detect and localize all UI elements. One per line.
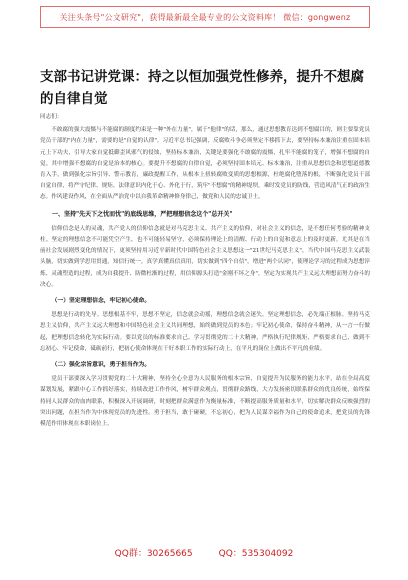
section-paragraph-1: 信仰信念是人的灵魂，共产党人的信仰信念就是对马克思主义、共产主义的信仰，对社会主义的信念，是不想任何考验的精神支柱。坚定的理想信念不可能凭空产生，也不可能轻易坚守，必须保持理论上的清醒、行动上的自觉和意志上的及时更新。尤其是在当前社会发展剧烈变化的情况下，更须坚持用习近平新时代中国特色社会主义思想这一"21世纪马克思主义"，当代中国马克思主义武装头脑，切实做到学思用贯通，知信行统一，真学真懂真信真用，切实做到"四个自信"，增进"两个认同"，使理论学习的过程成为思想淬炼、灵魂塑造的过程，成为自我提升、防微杜渐的过程，用信仰源头打造"金刚不坏之身"，坚定为实现共产主义远大理想而努力奋斗的决心。 [40,225,370,288]
subsection-paragraph-2: 党员干部要深入学习贯彻党的二十大精神，坚持全心全意为人民服务的根本宗旨，自觉提升为民服务的能力水平，站在全局高度谋划发展，紧跟中心工作抓好落实，持续改进工作作风，树牢群众观点，贯彻群众路线，大力发扬密切联系群众的优良传统，始终保持同人民群众的血肉联系，积极深入开展调研，时刻把群众满意作为衡量标准，不断提高服务质量和水平，切实解决群众反映强烈的突出问题，在担当作为中体现党员的先进性。勇于担当，敢于碰硬，不忘初心，把为人民谋幸福作为自己的使命追求，把党员的先锋模范作用体现在本职岗位上。 [40,376,370,428]
document-body [40,112,370,430]
promo-banner: 关注头条号"公文研究"，获得最新最全最专业的公文资料库！ 微信：gongwenz [40,6,370,28]
footer-contact [0,546,408,562]
qq-group-label: QQ群：30265665 [114,549,193,559]
subsection-heading-1: （一）坚定理想信念，牢记初心使命。 [51,298,151,305]
greeting: 同志们： [40,114,63,120]
intro-paragraph: 不敢腐的强大震慑与不能腐的制度约束是一种"外在力量"，属于"他律"的话，那么，通过思想教育达到不想腐目的，则主要靠党员党员干部的"内在力量"，需要的是"自觉的认律"。习近平总书记强调，反腐败斗争必须坚定不移抓下去，要坚持标本兼治注重在固本培元上下功夫，引导大家自觉抵御歪风邪气的侵蚀，坚持标本兼治，关键是要强化不敢腐的震慑，扎牢不能腐的笼子，增强不想腐的自觉。其中增强不想腐的自觉是治本的核心。要提升不想腐的自律自觉，必须坚持固本培元、标本兼治，注重从思想信念和思想道德教育入手，做到强化宗旨引导、警示教育，廉政提醒工作，从根本上扭转腐败变质的思想根源，杜绝腐化堕落的根，不断强化党员干部自觉自律，将严守纪律、规矩、法律意识内化于心、外化于行，筑牢"不想腐"的精神堤坝，乘时发党员的防线，营造风清气正的政治生态。作风建设作风，在全面从严治党中以自我革命精神修身律己，做党和人民的忠诚卫士。 [40,127,370,201]
subsection-paragraph-1: 思想是行动的先导。思想根基不牢，思想不坚定，信念就会动摇，理想信念就会迷失。坚定理想信念，必先端正根脉。坚持马克思主义信仰，共产主义远大理想和中国特色社会主义共同理想，始终做到党员的本色；牢记初心使命，保持奋斗精神，从一言一行做起，把理想信念转化为实际行动。要以党员的标准要求自己，学习贯彻党的二十大精神，严格执行纪律规矩，严格要求自己，做到不忘初心、牢记使命，砥砺前行，把初心使命体现在干好本职工作的实际行动上，在平凡的岗位上做出不平凡的业绩。 [40,312,370,352]
qq-label: QQ：535304092 [218,549,294,559]
subsection-heading-2: （二）强化宗旨意识，勇于担当作为。 [51,362,151,369]
section-heading-1: 一、坚持"先天下之忧而忧"的底线思维，严把理想信念这个"总开关" [52,210,233,218]
document-title: 支部书记讲党课：持之以恒加强党性修养，提升不想腐的自律自觉 [40,69,364,107]
